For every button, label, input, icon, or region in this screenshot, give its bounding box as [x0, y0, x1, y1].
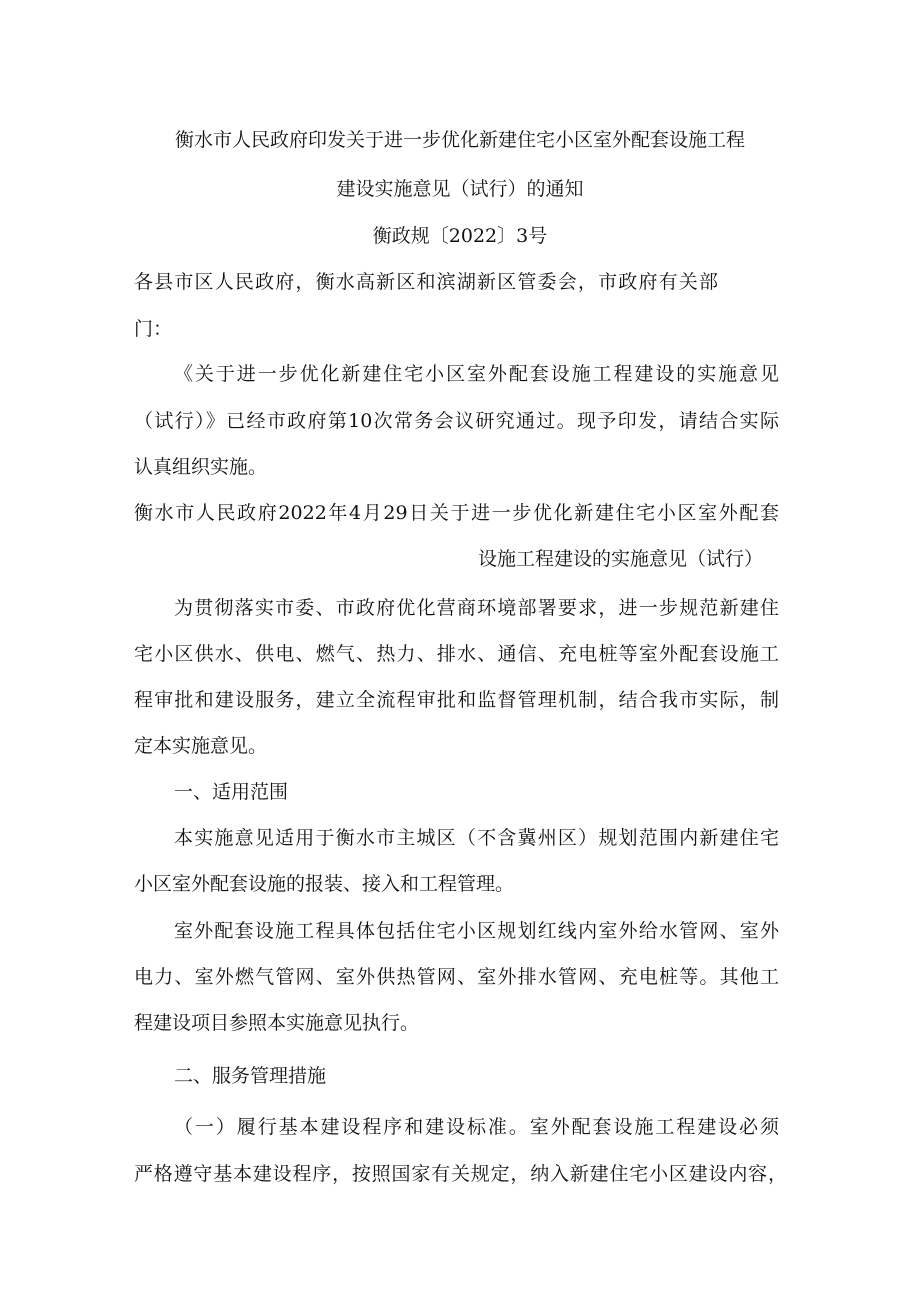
issuer-date-line: 衡水市人民政府2022年4月29日关于进一步优化新建住宅小区室外配套 [134, 502, 779, 524]
section-1-p1-line-2: 小区室外配套设施的报装、接入和工程管理。 [134, 873, 515, 895]
section-2-heading: 二、服务管理措施 [174, 1065, 327, 1087]
section-2-p1-line-1: （一）履行基本建设程序和建设标准。室外配套设施工程建设必须 [174, 1116, 779, 1138]
intro-line-3: 程审批和建设服务，建立全流程审批和监督管理机制，结合我市实际，制 [134, 689, 779, 711]
notice-body-line-3: 认真组织实施。 [134, 456, 268, 478]
notice-body-line-2: （试行）》已经市政府第10次常务会议研究通过。现予印发，请结合实际 [134, 410, 779, 432]
attachment-title: 设施工程建设的实施意见（试行） [478, 548, 764, 570]
section-1-p2-line-1: 室外配套设施工程具体包括住宅小区规划红线内室外给水管网、室外 [174, 920, 779, 942]
section-1-p2-line-3: 程建设项目参照本实施意见执行。 [134, 1012, 420, 1034]
intro-line-1: 为贯彻落实市委、市政府优化营商环境部署要求，进一步规范新建住 [174, 597, 779, 619]
section-1-p1-line-1: 本实施意见适用于衡水市主城区（不含冀州区）规划范围内新建住宅 [174, 827, 779, 849]
section-2-p1-line-2: 严格遵守基本建设程序，按照国家有关规定，纳入新建住宅小区建设内容， [134, 1163, 787, 1185]
addressee-line-2: 门： [134, 318, 173, 340]
document-title-line-1: 衡水市人民政府印发关于进一步优化新建住宅小区室外配套设施工程 [174, 129, 745, 151]
section-1-heading: 一、适用范围 [174, 781, 289, 803]
addressee-line-1: 各县市区人民政府，衡水高新区和滨湖新区管委会，市政府有关部 [134, 271, 718, 293]
intro-line-2: 宅小区供水、供电、燃气、热力、排水、通信、充电桩等室外配套设施工 [134, 643, 779, 665]
document-number: 衡政规〔2022〕3号 [372, 225, 548, 247]
section-1-p2-line-2: 电力、室外燃气管网、室外供热管网、室外排水管网、充电桩等。其他工 [134, 966, 779, 988]
notice-body-line-1: 《关于进一步优化新建住宅小区室外配套设施工程建设的实施意见 [174, 363, 779, 385]
document-title-line-2: 建设实施意见（试行）的通知 [336, 178, 584, 200]
intro-line-4: 定本实施意见。 [134, 735, 268, 757]
